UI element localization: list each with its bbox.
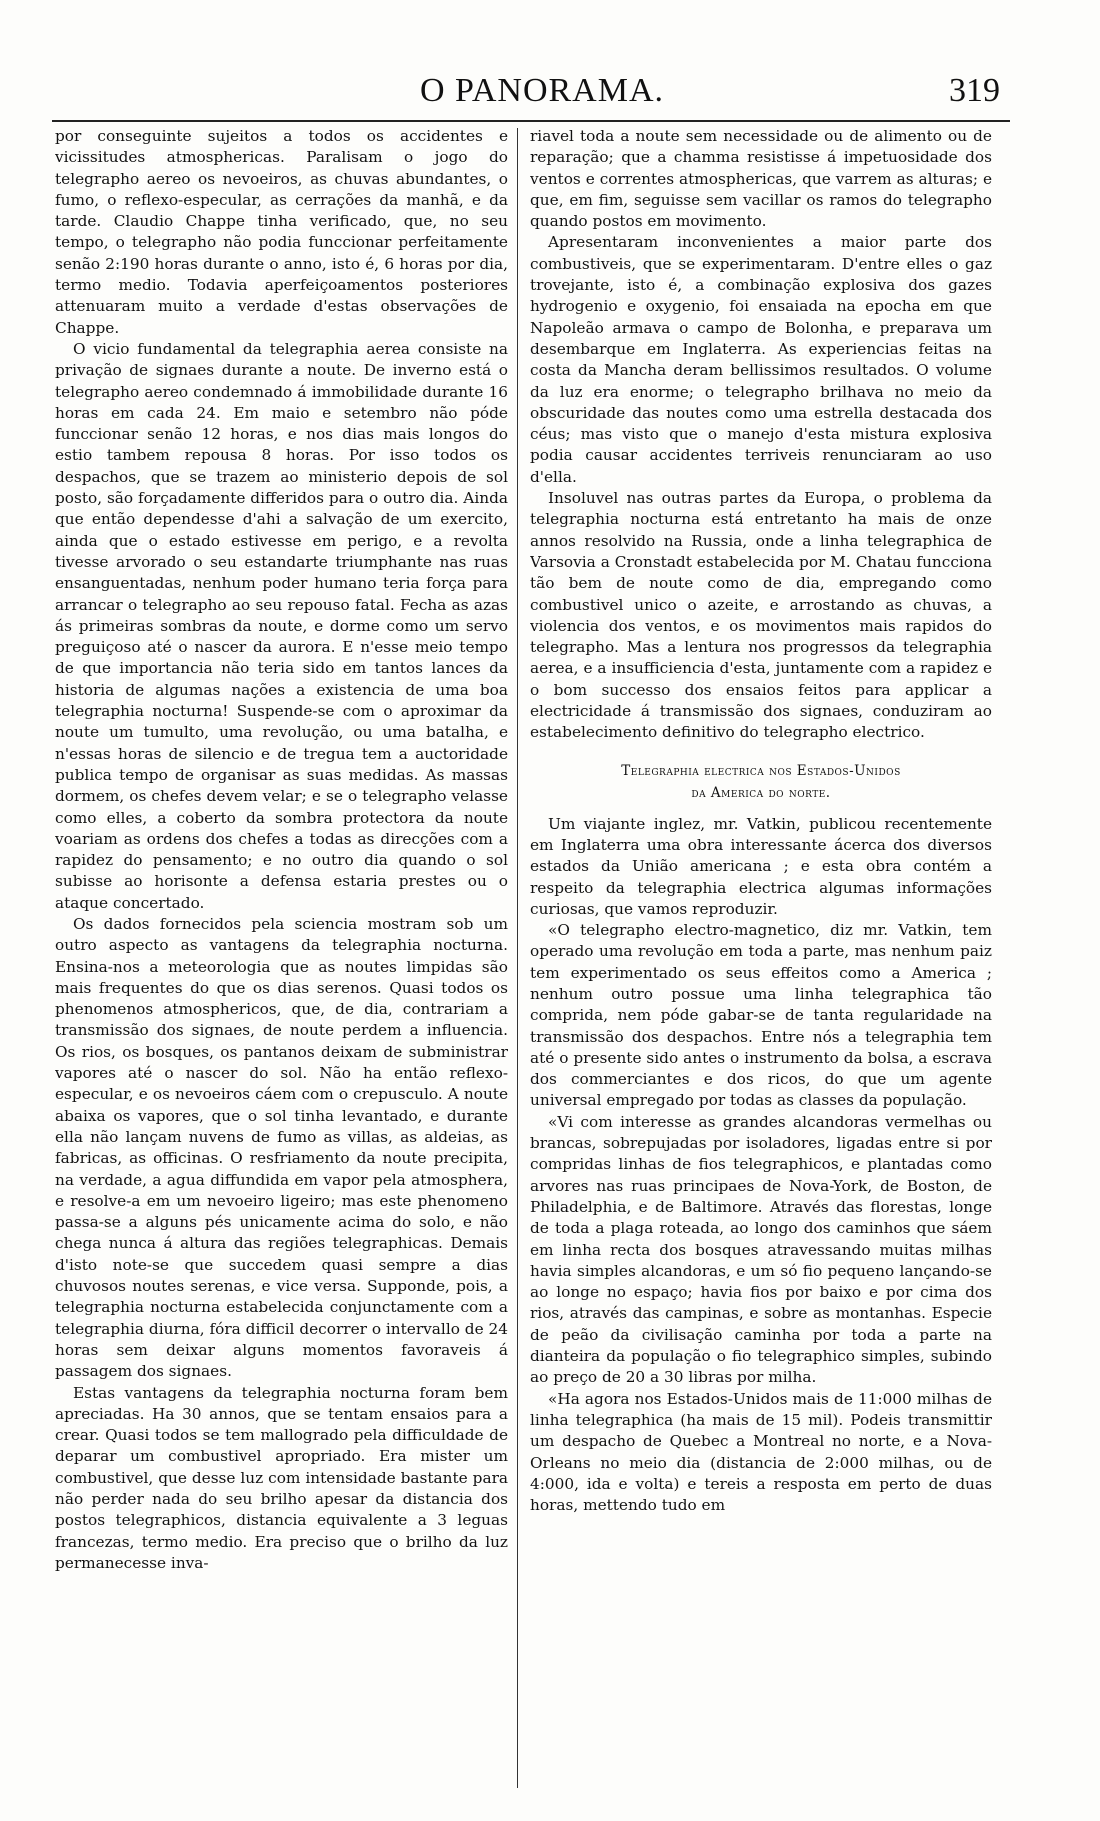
- section-heading: [530, 760, 992, 804]
- header-rule: [52, 120, 1010, 122]
- paragraph: Insoluvel nas outras partes da Europa, o problema da telegraphia nocturna está entretanto ha mais de onze annos resolvido na Russia, onde a linha telegraphica de Varsovia a Cronstadt estabelecida por M. Chatau funcciona tão bem de noute como de dia, empregando como combustivel unico o azeite, e arrostando as chuvas, a violencia dos ventos, e os movimentos mais rapidos do telegrapho. Mas a lentura nos progressos da telegraphia aerea, e a insufficiencia d'esta, juntamente com a rapidez e o bom successo dos ensaios feitos para applicar a electricidade á transmissão dos signaes, conduziram ao estabelecimento definitivo do telegrapho electrico.: [530, 489, 992, 742]
- column-divider: [517, 128, 518, 1788]
- paragraph: Os dados fornecidos pela sciencia mostram sob um outro aspecto as vantagens da telegraphia nocturna. Ensina-nos a meteorologia que as noutes limpidas são mais frequentes do que os dias serenos. Quasi todos os phenomenos atmosphericos, que, de dia, contrariam a transmissão dos signaes, de noute perdem a influencia. Os rios, os bosques, os pantanos deixam de subministrar vapores até o nascer do sol. Não ha então reflexo-especular, e os nevoeiros cáem com o crepusculo. A noute abaixa os vapores, que o sol tinha levantado, e durante ella não lançam nuvens de fumo as villas, as aldeias, as fabricas, as officinas. O resfriamento da noute precipita, na verdade, a agua diffundida em vapor pela atmosphera, e resolve-a em um nevoeiro ligeiro; mas este phenomeno passa-se a alguns pés unicamente acima do solo, e não chega nunca á altura das regiões telegraphicas. Demais d'isto note-se que succedem quasi sempre a dias chuvosos noutes serenas, e vice versa. Supponde, pois, a telegraphia nocturna estabelecida conjunctamente com a telegraphia diurna, fóra difficil decorrer o intervallo de 24 horas sem deixar alguns momentos favoraveis á passagem dos signaes.: [55, 914, 508, 1381]
- right-column: [530, 126, 992, 1791]
- paragraph: Um viajante inglez, mr. Vatkin, publicou recentemente em Inglaterra uma obra interessante ácerca dos diversos estados da União americana ; e esta obra contém a respeito da telegraphia electrica algumas informações curiosas, que vamos reproduzir.: [530, 814, 992, 918]
- page-header: [60, 72, 1008, 118]
- paragraph: «Vi com interesse as grandes alcandoras vermelhas ou brancas, sobrepujadas por isoladores, ligadas entre si por compridas linhas de fios telegraphicos, e plantadas como arvores nas ruas principaes de Nova-York, de Boston, de Philadelphia, e de Baltimore. Através das florestas, longe de toda a plaga roteada, ao longo dos caminhos que sáem em linha recta dos bosques atravessando muitas milhas havia simples alcandoras, e um só fio pequeno lançando-se ao longe no espaço; havia fios por baixo e por cima dos rios, através das campinas, e sobre as montanhas. Especie de peão da civilisação caminha por toda a parte na dianteira da população o fio telegraphico simples, subindo ao preço de 20 a 30 libras por milha.: [530, 1112, 992, 1387]
- page-number: 319: [949, 72, 1000, 109]
- paragraph: Estas vantagens da telegraphia nocturna foram bem apreciadas. Ha 30 annos, que se tentam ensaios para a crear. Quasi todos se tem mallogrado pela difficuldade de deparar um combustivel apropriado. Era mister um combustivel, que desse luz com intensidade bastante para não perder nada do seu brilho apesar da distancia dos postos telegraphicos, distancia equivalente a 3 leguas francezas, termo medio. Era preciso que o brilho da luz permanecesse inva-: [55, 1383, 508, 1572]
- paragraph: «O telegrapho electro-magnetico, diz mr. Vatkin, tem operado uma revolução em toda a parte, mas nenhum paiz tem experimentado os seus effeitos como a America ; nenhum outro possue uma linha telegraphica tão comprida, nem póde gabar-se de tanta regularidade na transmissão dos despachos. Entre nós a telegraphia tem até o presente sido antes o instrumento da bolsa, a escrava dos commerciantes e dos ricos, do que um agente universal empregado por todas as classes da população.: [530, 921, 992, 1110]
- paragraph: riavel toda a noute sem necessidade ou de alimento ou de reparação; que a chamma resistisse á impetuosidade dos ventos e correntes atmosphericas, que varrem as alturas; e que, em fim, seguisse sem vacillar os ramos do telegrapho quando postos em movimento.: [530, 127, 992, 231]
- paragraph: «Ha agora nos Estados-Unidos mais de 11:000 milhas de linha telegraphica (ha mais de 15 mil). Podeis transmittir um despacho de Quebec a Montreal no norte, e a Nova-Orleans no meio dia (distancia de 2:000 milhas, ou de 4:000, ida e volta) e tereis a resposta em perto de duas horas, mettendo tudo em: [530, 1389, 992, 1515]
- paragraph: por conseguinte sujeitos a todos os accidentes e vicissitudes atmosphericas. Paralisam o jogo do telegrapho aereo os nevoeiros, as chuvas abundantes, o fumo, o reflexo-especular, as cerrações da manhã, e da tarde. Claudio Chappe tinha verificado, que, no seu tempo, o telegrapho não podia funccionar perfeitamente senão 2:190 horas durante o anno, isto é, 6 horas por dia, termo medio. Todavia aperfeiçoamentos posteriores attenuaram muito a verdade d'estas observações de Chappe.: [55, 127, 508, 337]
- left-column: [55, 126, 508, 1791]
- periodical-title: O PANORAMA.: [420, 72, 665, 109]
- section-heading-line: da America do norte.: [691, 784, 831, 801]
- paragraph: Apresentaram inconvenientes a maior parte dos combustiveis, que se experimentaram. D'entre elles o gaz trovejante, isto é, a combinação explosiva dos gazes hydrogenio e oxygenio, foi ensaiada na epocha em que Napoleão armava o campo de Bolonha, e preparava um desembarque em Inglaterra. As experiencias feitas na costa da Mancha deram bellissimos resultados. O volume da luz era enorme; o telegrapho brilhava no meio da obscuridade das noutes como uma estrella destacada dos céus; mas visto que o manejo d'esta mistura explosiva podia causar accidentes terriveis renunciaram ao uso d'ella.: [530, 233, 992, 486]
- paragraph: O vicio fundamental da telegraphia aerea consiste na privação de signaes durante a noute. De inverno está o telegrapho aereo condemnado á immobilidade durante 16 horas em cada 24. Em maio e setembro não póde funccionar senão 12 horas, e nos dias mais longos do estio tambem repousa 8 horas. Por isso todos os despachos, que se trazem ao ministerio depois de sol posto, são forçadamente differidos para o outro dia. Ainda que então dependesse d'ahi a salvação de um exercito, ainda que o estado estivesse em perigo, e a revolta tivesse arvorado o seu estandarte triumphante nas ruas ensanguentadas, nenhum poder humano teria força para arrancar o telegrapho ao seu repouso fatal. Fecha as azas ás primeiras sombras da noute, e dorme como um servo preguiçoso até o nascer da aurora. E n'esse meio tempo de que importancia não teria sido em tantos lances da historia de algumas nações a existencia de uma boa telegraphia nocturna! Suspende-se com o aproximar da noute um tumulto, uma revolução, ou uma batalha, e n'essas horas de silencio e de tregua tem a auctoridade publica tempo de organisar as suas medidas. As massas dormem, os chefes devem velar; e se o telegrapho velasse como elles, a coberto da sombra protectora da noute voariam as ordens dos chefes a todas as direcções com a rapidez do pensamento; e no outro dia quando o sol subisse ao horisonte a defensa estaria prestes ou o ataque concertado.: [55, 339, 508, 912]
- section-heading-line: Telegraphia electrica nos Estados-Unidos: [621, 762, 901, 779]
